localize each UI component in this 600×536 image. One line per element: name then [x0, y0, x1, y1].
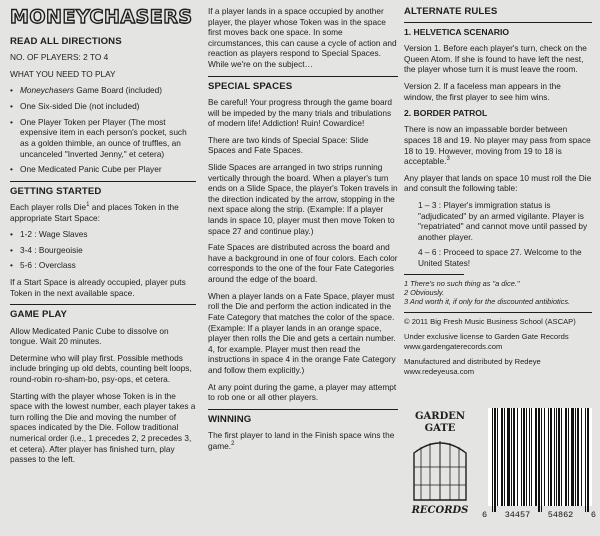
- barcode-bar: [568, 408, 569, 506]
- winning-para: The first player to land in the Finish space wins the game.$^2$: [208, 430, 395, 451]
- need-heading: WHAT YOU NEED TO PLAY: [10, 68, 116, 79]
- gameplay-para: Starting with the player whose Token is in the space with the lowest number, each player takes a turn rolling the Die and moving the number of spaces indicated by the Die. Follow traditional numerical order (i.e., 1 precedes 2, 2 precedes 3, et cetera). After player has finished turn, play passes to the left.: [10, 390, 196, 465]
- logo-word-top: GARDEN: [414, 411, 466, 422]
- list-item: • One Six-sided Die (not included): [10, 101, 196, 112]
- helvetica-v2: Version 2. If a faceless man appears in the window, the first player to see him wins.: [404, 81, 561, 102]
- barcode-digit: 34457: [504, 510, 531, 520]
- special-para: There are two kinds of Special Space: Slide Spaces and Fate Spaces.: [208, 134, 369, 156]
- list-item: • Moneychasers Game Board (included): [10, 85, 196, 96]
- getting-started-heading: GETTING STARTED: [10, 185, 102, 197]
- gameplay-para: Allow Medicated Panic Cube to dissolve on tongue. Wait 20 minutes.: [10, 325, 169, 347]
- divider: [208, 409, 398, 410]
- barcode-bar: [494, 408, 496, 512]
- license-text: Under exclusive license to Garden Gate Records www.gardengaterecords.com: [404, 332, 569, 351]
- barcode-bar: [561, 408, 562, 506]
- barcode-bar: [556, 408, 557, 506]
- barcode-bar: [581, 408, 582, 506]
- barcode-bar: [531, 408, 532, 506]
- barcode-digit: 6: [482, 510, 488, 520]
- helvetica-v1: Version 1. Before each player's turn, check on the Queen Atom. If she is found to have left the nest, the player whose turn it is must leave the room.: [404, 43, 587, 75]
- divider: [208, 76, 398, 77]
- barcode-number: [482, 510, 596, 521]
- occupied-text: If a Start Space is already occupied, player puts Token in the next available space.: [10, 277, 186, 298]
- garden-gate-logo: [404, 405, 476, 517]
- barcode-bar: [577, 408, 579, 506]
- barcode-bar: [521, 408, 522, 506]
- barcode-bar: [501, 408, 503, 506]
- barcode-bar: [550, 408, 552, 506]
- gameplay-para: Determine who will play first. Possible methods include bringing up old debts, counting belt loops, round-robin ro-sham-bo, psy-ops, et cetera.: [10, 352, 192, 384]
- helvetica-heading: 1. HELVETICA SCENARIO: [404, 27, 510, 38]
- column-middle: [208, 6, 398, 457]
- game-play-heading: GAME PLAY: [10, 309, 68, 321]
- barcode-digit: 6: [590, 510, 596, 520]
- barcode-bar: [492, 408, 493, 512]
- barcode-bar: [541, 408, 542, 512]
- barcode-bar: [585, 408, 586, 512]
- occupied-space-para: If a player lands in a space occupied by another player, the player whose Token was in the space first moves back one space. In some circumstances, this can cause a cycle of action and reaction as players respond to Special Spaces. While we're on the subject…: [208, 6, 397, 70]
- alternate-rules-heading: ALTERNATE RULES: [404, 6, 498, 17]
- list-item: • 5-6 : Overclass: [10, 260, 196, 271]
- winning-heading: WINNING: [208, 413, 252, 425]
- border-para: There is now an impassable border between spaces 18 and 19. No player may pass from space 18 to 19. However, moving from 19 to 18 is acceptable.$^3$: [404, 124, 591, 167]
- table-row: 1 – 3 : Player's immigration status is "adjudicated" by an armed vigilante. Player is "repatriated" and cannot move until passed by another player.: [418, 199, 588, 242]
- barcode-bars: [488, 408, 592, 506]
- barcode-bar: [526, 408, 527, 506]
- divider: [10, 181, 196, 182]
- barcode-bar: [558, 408, 560, 506]
- game-logo: MONEYCHASERS: [10, 6, 193, 28]
- list-item: • One Medicated Panic Cube per Player: [10, 164, 196, 175]
- list-item: • One Player Token per Player (The most expensive item in each person's pocket, such as a golden thimble, an ounce of truffles, an uncanceled "Inverted Jenny," et cetera): [10, 117, 196, 159]
- barcode-bar: [517, 408, 518, 506]
- special-para: At any point during the game, a player may attempt to rob one or all other players.: [208, 381, 397, 403]
- gate-icon: [404, 405, 476, 517]
- start-spaces-list: [10, 229, 196, 271]
- barcode-bar: [511, 408, 512, 506]
- barcode-bar: [538, 408, 540, 512]
- barcode-bar: [554, 408, 555, 506]
- barcode-bar: [548, 408, 549, 506]
- divider: [404, 312, 592, 313]
- column-left: [10, 6, 196, 471]
- border-patrol-heading: 2. BORDER PATROL: [404, 108, 488, 119]
- need-list: [10, 85, 196, 174]
- special-para: When a player lands on a Fate Space, player must roll the Die and perform the action indicated in the Fate Category that matches the color of the space. (Example: If a player lands in an orange space, player then rolls the Die and gets a certain number. 4, for example. Player must then read the instructions in space 4 in the orange Fate Category and follow them explicitly.): [208, 290, 396, 375]
- footnote: 1 There's no such thing as "a dice.": [404, 278, 520, 288]
- column-right: [404, 6, 592, 382]
- manufactured-text: Manufactured and distributed by Redeye www.redeyeusa.com: [404, 357, 541, 376]
- barcode-bar: [497, 408, 498, 506]
- border-para: Any player that lands on space 10 must roll the Die and consult the following table:: [404, 172, 592, 194]
- getting-started-text: Each player rolls Die$^1$ and places Token in the appropriate Start Space:: [10, 202, 179, 223]
- barcode-bar: [535, 408, 537, 506]
- barcode-bar: [504, 408, 505, 506]
- special-para: Slide Spaces are arranged in two strips running vertically through the board. When a player's turn ends on a Slide Space, the player's Token travels in the direction indicated by the arrow, stopping in the next space along the strip. (Example: If a player lands in space 10, player must then move Token to space 27 and continue play.): [208, 161, 398, 236]
- special-para: Be careful! Your progress through the game board will be impeded by the many trials and tribulations of modern life! Addiction! Ruin! Cowardice!: [208, 96, 393, 129]
- list-item: • 1-2 : Wage Slaves: [10, 229, 196, 240]
- divider: [404, 22, 592, 23]
- barcode-bar: [507, 408, 510, 506]
- item-emphasis: Moneychasers: [20, 85, 74, 96]
- footnote: 2 Obviously.: [404, 287, 445, 297]
- barcode-bar: [544, 408, 545, 506]
- table-row: 4 – 6 : Proceed to space 27. Welcome to the United States!: [418, 247, 582, 269]
- read-directions-heading: READ ALL DIRECTIONS: [10, 36, 122, 47]
- footnote-divider: [404, 274, 464, 275]
- barcode-bar: [575, 408, 576, 506]
- copyright: © 2011 Big Fresh Music Business School (ASCAP): [404, 316, 576, 326]
- divider: [10, 304, 196, 305]
- barcode-bar: [513, 408, 515, 506]
- barcode-bar: [571, 408, 574, 506]
- barcode-digit: 54862: [547, 510, 574, 520]
- special-para: Fate Spaces are distributed across the board and have a background in one of four colors. Each color corresponds to the one of the four Fate Categories around the edge of the board.: [208, 242, 398, 285]
- barcode-bar: [587, 408, 589, 512]
- barcode-bar: [529, 408, 530, 506]
- logo-word-mid: GATE: [424, 423, 456, 434]
- barcode-bar: [523, 408, 525, 506]
- special-spaces-heading: SPECIAL SPACES: [208, 80, 293, 92]
- barcode-bar: [565, 408, 567, 506]
- footnote: 3 And worth it, if only for the discounted antibiotics.: [404, 296, 571, 306]
- footnotes: [404, 279, 592, 306]
- players-count: NO. OF PLAYERS: 2 TO 4: [10, 52, 109, 63]
- barcode: [482, 408, 596, 528]
- logo-word-bottom: RECORDS: [411, 505, 469, 516]
- list-item: • 3-4 : Bourgeoisie: [10, 245, 196, 256]
